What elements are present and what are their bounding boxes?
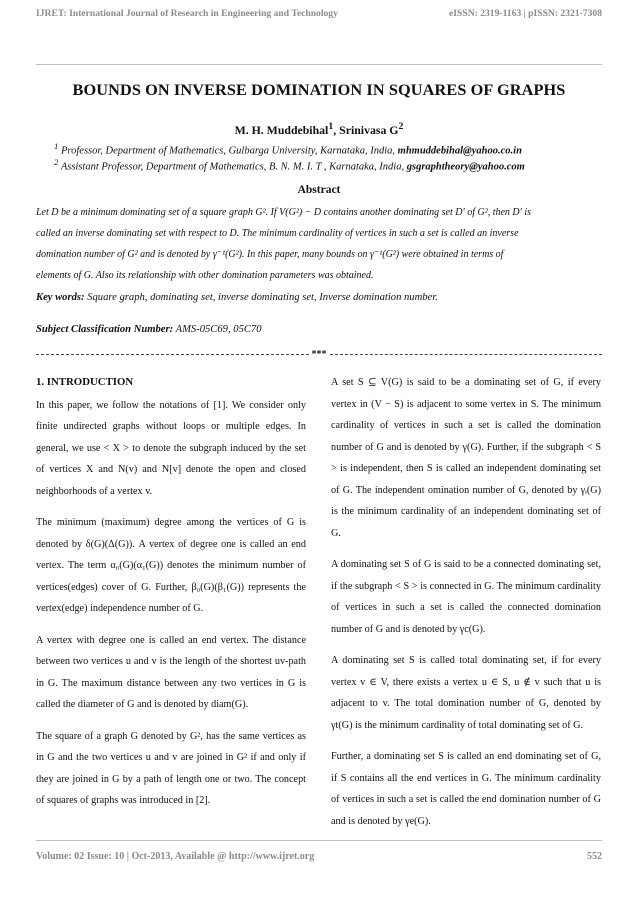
affiliation-1-email[interactable]: mhmuddebihal@yahoo.co.in xyxy=(397,145,522,157)
paragraph: Further, a dominating set S is called an end dominating set of G, if S contains all the end vertices in G. The minimum cardinality of vertices in such a set is called the end domination number of G and is denoted by γe(G). xyxy=(331,751,601,827)
journal-name: IJRET: International Journal of Research in Engineering and Technology xyxy=(36,8,338,19)
keywords xyxy=(36,292,602,303)
running-footer xyxy=(36,851,602,862)
footer-volume-info: Volume: 02 Issue: 10 | Oct-2013, Available @ http://www.ijret.org xyxy=(36,851,315,862)
separator-stars: *** xyxy=(311,348,327,360)
paragraph: In this paper, we follow the notations of [1]. We consider only finite undirected graphs without loops or multiple edges. In general, we use < X > to denote the subgraph induced by the set of vertices X and N(v) and N[v] denote the open and closed neighborhoods of a vertex v. xyxy=(36,399,306,497)
page-number: 552 xyxy=(587,851,602,862)
abstract-line: domination number of G² and is denoted by γ⁻¹(G²). In this paper, many bounds on γ⁻¹(G²) were obtained in terms of xyxy=(36,249,504,260)
issn-info: eISSN: 2319-1163 | pISSN: 2321-7308 xyxy=(449,8,602,19)
section-separator xyxy=(36,348,602,360)
abstract-body xyxy=(36,202,602,286)
affiliation-1-text: Professor, Department of Mathematics, Gulbarga University, Karnataka, India, xyxy=(61,145,398,157)
author-2-sup: 2 xyxy=(398,121,404,132)
keywords-text: Square graph, dominating set, inverse dominating set, Inverse domination number. xyxy=(84,292,438,303)
right-column xyxy=(331,372,601,842)
left-column xyxy=(36,372,306,822)
abstract-line: called an inverse dominating set with respect to D. The minimum cardinality of vertices in such a set is called an inverse xyxy=(36,228,519,239)
paragraph: A dominating set S is called total dominating set, if for every vertex v ∈ V, there exists a vertex u ∈ S, u ∉ v such that u is adjacent to v. The total domination number of G, denoted by γt(G) is the minimum cardinality of total dominating set of G. xyxy=(331,655,601,731)
author-1: M. H. Muddebihal xyxy=(234,122,329,137)
paragraph: A set S ⊆ V(G) is said to be a dominating set of G, if every vertex in (V − S) is adjacent to some vertex in S. The minimum cardinality of vertices in such a set is called the domination number of G and is denoted by γ(G). Further, if the subgraph < S > is independent, then S is called an independent dominating set of G. The independent omination number of G, denoted by γᵢ(G) is the minimum cardinality of an independent dominating set of G. xyxy=(331,377,601,539)
paragraph: The square of a graph G denoted by G², has the same vertices as in G and the two vertices u and v are joined in G² if and only if they are joined in G by a path of length one or two. The concept of squares of graphs was introduced in [2]. xyxy=(36,730,306,806)
affiliation-1 xyxy=(54,141,608,157)
footer-rule xyxy=(36,840,602,841)
subject-classification xyxy=(36,324,602,335)
affiliation-2-sup: 2 xyxy=(54,157,59,167)
paragraph: A dominating set S of G is said to be a connected dominating set, if the subgraph < S > is connected in G. The minimum cardinality of vertices in such a set is called the connected domination number of G and is denoted by γc(G). xyxy=(331,559,601,635)
subject-text: AMS-05C69, 05C70 xyxy=(173,324,262,335)
author-1-sup: 1 xyxy=(328,121,334,132)
abstract-line: elements of G. Also its relationship with other domination parameters was obtained. xyxy=(36,270,374,281)
paragraph: The minimum (maximum) degree among the vertices of G is denoted by δ(G)(Δ(G)). A vertex of degree one is called an end vertex. The term α₀(G)(α₁(G)) denotes the minimum number of vertices(edges) cover of G. Further, β₀(G)(β₁(G)) represents the vertex(edge) independence number of G. xyxy=(36,517,306,614)
abstract-heading: Abstract xyxy=(297,184,341,196)
affiliation-1-sup: 1 xyxy=(54,141,59,151)
section-heading: 1. INTRODUCTION xyxy=(36,376,134,388)
affiliation-2-email[interactable]: gsgraphtheory@yahoo.com xyxy=(406,161,525,173)
affiliation-2 xyxy=(54,157,608,173)
header-rule xyxy=(36,64,602,65)
separator-dash-left xyxy=(36,354,309,355)
abstract-line: Let D be a minimum dominating set of a square graph G². If V(G²) − D contains another dominating set D′ of G², then D′ is xyxy=(36,207,531,218)
paragraph: A vertex with degree one is called an end vertex. The distance between two vertices u and v is the length of the shortest uv-path in G. The maximum distance between any two vertices in G is called the diameter of G and is denoted by diam(G). xyxy=(36,634,306,710)
author-2: Srinivasa G xyxy=(339,122,399,137)
affiliation-2-text: Assistant Professor, Department of Mathematics, B. N. M. I. T , Karnataka, India, xyxy=(60,161,407,173)
subject-label: Subject Classification Number: xyxy=(36,324,174,335)
separator-dash-right xyxy=(330,354,603,355)
authors-line xyxy=(36,121,602,138)
paper-title: BOUNDS ON INVERSE DOMINATION IN SQUARES OF GRAPHS xyxy=(72,80,566,99)
keywords-label: Key words: xyxy=(36,292,85,303)
author-separator: , xyxy=(333,122,340,137)
running-header xyxy=(36,8,602,48)
